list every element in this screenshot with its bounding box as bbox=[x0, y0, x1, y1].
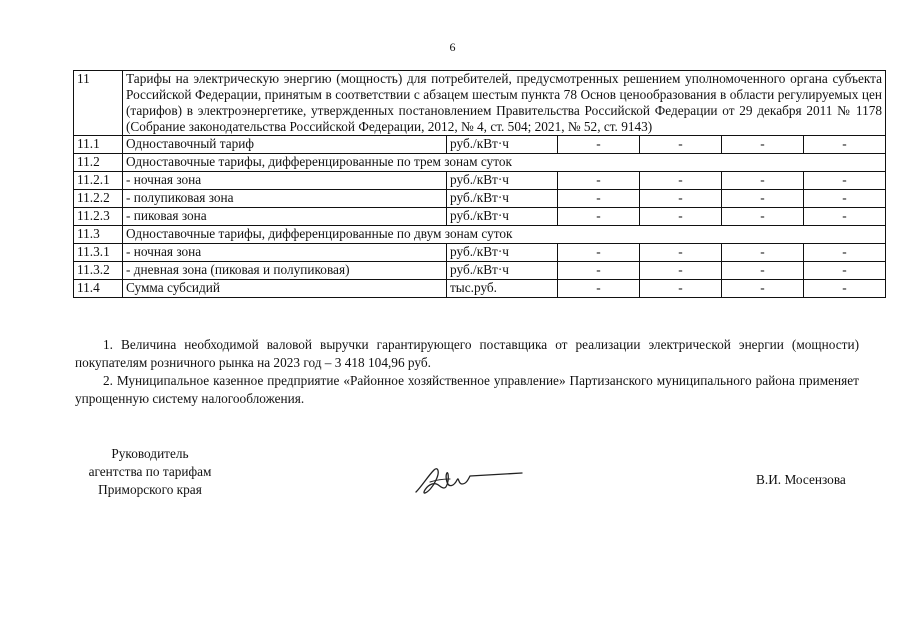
table-row-header bbox=[74, 71, 886, 136]
page-number: 6 bbox=[449, 40, 456, 54]
signer-title-line: Приморского края bbox=[98, 482, 202, 497]
row-value: - bbox=[804, 262, 886, 280]
row-number: 11.3 bbox=[74, 226, 123, 244]
row-unit: руб./кВт·ч bbox=[447, 172, 558, 190]
row-value: - bbox=[722, 136, 804, 154]
row-unit: руб./кВт·ч bbox=[447, 262, 558, 280]
row-label: Сумма субсидий bbox=[123, 280, 447, 298]
row-value: - bbox=[558, 244, 640, 262]
row-value: - bbox=[558, 136, 640, 154]
signer-name: В.И. Мосензова bbox=[756, 472, 846, 487]
row-label: Одноставочный тариф bbox=[123, 136, 447, 154]
table-row bbox=[74, 244, 886, 262]
row-label: - дневная зона (пиковая и полупиковая) bbox=[123, 262, 447, 280]
signer-title-line: Руководитель bbox=[111, 446, 189, 461]
table-row bbox=[74, 280, 886, 298]
table-row bbox=[74, 154, 886, 172]
row-number: 11.1 bbox=[74, 136, 123, 154]
row-value: - bbox=[640, 172, 722, 190]
row-value: - bbox=[804, 208, 886, 226]
row-value: - bbox=[722, 244, 804, 262]
row-value: - bbox=[804, 190, 886, 208]
signer-title bbox=[80, 445, 220, 499]
row-value: - bbox=[640, 280, 722, 298]
paragraph-tax-system: 2. Муниципальное казенное предприятие «Районное хозяйственное управление» Партизанского муниципального района применяет упрощенную систему налогообложения. bbox=[75, 373, 859, 406]
table-row bbox=[74, 172, 886, 190]
row-number: 11.2.2 bbox=[74, 190, 123, 208]
row-value: - bbox=[558, 190, 640, 208]
paragraph-revenue: 1. Величина необходимой валовой выручки гарантирующего поставщика от реализации электрической энергии (мощности) покупателям розничного рынка на 2023 год – 3 418 104,96 руб. bbox=[75, 337, 859, 370]
row-number: 11.2 bbox=[74, 154, 123, 172]
row-unit: руб./кВт·ч bbox=[447, 136, 558, 154]
row-description: Тарифы на электрическую энергию (мощность) для потребителей, предусмотренных решением уполномоченного органа субъекта Российской Федерации, принятым в соответствии с абзацем шестым пункта 78 Основ ценообразования в области регулируемых цен (тарифов) в электроэнергетике, утвержденных постановлением Правительства Российской Федерации от 29 декабря 2011 № 1178 (Собрание законодательства Российской Федерации, 2012, № 4, ст. 504; 2021, № 52, ст. 9143) bbox=[123, 71, 886, 136]
row-unit: тыс.руб. bbox=[447, 280, 558, 298]
row-label: - ночная зона bbox=[123, 244, 447, 262]
tariff-table bbox=[73, 70, 886, 298]
row-number: 11.2.1 bbox=[74, 172, 123, 190]
row-number: 11.3.1 bbox=[74, 244, 123, 262]
row-value: - bbox=[722, 172, 804, 190]
row-value: - bbox=[558, 172, 640, 190]
row-value: - bbox=[640, 190, 722, 208]
row-number: 11.2.3 bbox=[74, 208, 123, 226]
row-value: - bbox=[640, 136, 722, 154]
row-label: - ночная зона bbox=[123, 172, 447, 190]
table-row bbox=[74, 136, 886, 154]
row-value: - bbox=[640, 244, 722, 262]
table-row bbox=[74, 208, 886, 226]
row-unit: руб./кВт·ч bbox=[447, 190, 558, 208]
row-value: - bbox=[722, 280, 804, 298]
row-label: - полупиковая зона bbox=[123, 190, 447, 208]
row-number: 11.4 bbox=[74, 280, 123, 298]
row-label: - пиковая зона bbox=[123, 208, 447, 226]
row-number: 11.3.2 bbox=[74, 262, 123, 280]
row-unit: руб./кВт·ч bbox=[447, 208, 558, 226]
row-value: - bbox=[722, 208, 804, 226]
handwritten-signature bbox=[412, 462, 524, 502]
row-value: - bbox=[804, 172, 886, 190]
row-label: Одноставочные тарифы, дифференцированные по двум зонам суток bbox=[123, 226, 886, 244]
row-unit: руб./кВт·ч bbox=[447, 244, 558, 262]
row-number: 11 bbox=[74, 71, 123, 136]
row-value: - bbox=[640, 208, 722, 226]
row-value: - bbox=[558, 280, 640, 298]
row-value: - bbox=[722, 190, 804, 208]
table-row bbox=[74, 226, 886, 244]
row-value: - bbox=[640, 262, 722, 280]
row-value: - bbox=[804, 244, 886, 262]
table-row bbox=[74, 190, 886, 208]
signer-title-line: агентства по тарифам bbox=[88, 464, 212, 479]
row-label: Одноставочные тарифы, дифференцированные по трем зонам суток bbox=[123, 154, 886, 172]
row-value: - bbox=[558, 262, 640, 280]
row-value: - bbox=[558, 208, 640, 226]
row-value: - bbox=[804, 136, 886, 154]
row-value: - bbox=[722, 262, 804, 280]
table-row bbox=[74, 262, 886, 280]
row-value: - bbox=[804, 280, 886, 298]
